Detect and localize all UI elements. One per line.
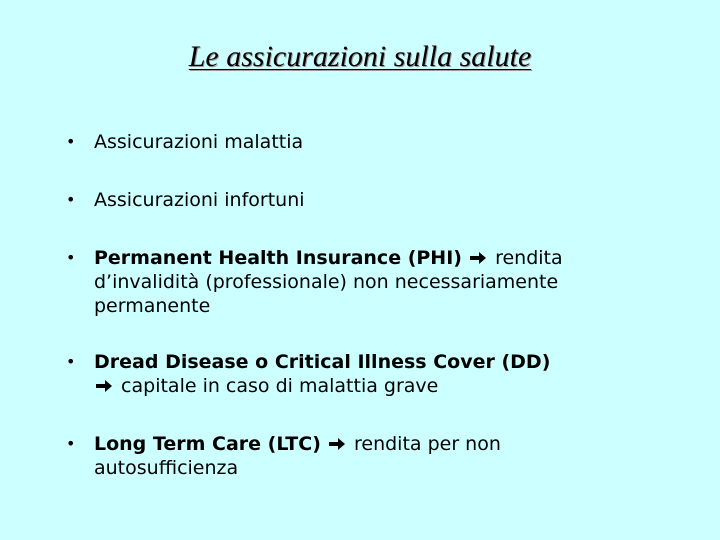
bullet-dot: •: [66, 352, 76, 371]
right-arrow-icon: [96, 379, 113, 393]
bullet-text: [94, 188, 684, 212]
bullet-line: [94, 294, 684, 318]
bullet-line: [94, 350, 684, 374]
bullet-dot: •: [66, 434, 76, 453]
bullet-plain-text: Assicurazioni infortuni: [94, 189, 305, 211]
slide-title: Le assicurazioni sulla salute: [188, 40, 532, 73]
bullet-plain-text: d’invalidità (professionale) non necessariamente: [94, 271, 559, 293]
bullet-dot: •: [66, 190, 76, 209]
bullet-plain-text: capitale in caso di malattia grave: [121, 375, 439, 397]
bullet-dot: •: [66, 248, 76, 267]
bullet-line: [94, 432, 684, 456]
bullet-text: [94, 246, 684, 318]
bullet-bold-text: Long Term Care (LTC): [94, 433, 321, 455]
bullet-line: [94, 246, 684, 270]
bullet-text: [94, 130, 684, 154]
bullet-line: [94, 130, 684, 154]
bullet-line: [94, 188, 684, 212]
bullet-line: [94, 456, 684, 480]
bullet-text: [94, 350, 684, 398]
right-arrow-icon: [329, 437, 346, 451]
bullet-line: [94, 270, 684, 294]
bullet-bold-text: Dread Disease o Critical Illness Cover (DD): [94, 351, 551, 373]
bullet-plain-text: Assicurazioni malattia: [94, 131, 304, 153]
bullet-bold-text: Permanent Health Insurance (PHI): [94, 247, 462, 269]
bullet-dot: •: [66, 132, 76, 151]
bullet-line: [94, 374, 684, 398]
bullet-plain-text: permanente: [94, 295, 211, 317]
bullet-plain-text: autosufficienza: [94, 457, 239, 479]
bullet-plain-text: rendita: [495, 247, 563, 269]
right-arrow-icon: [470, 251, 487, 265]
bullet-text: [94, 432, 684, 480]
bullet-plain-text: rendita per non: [353, 433, 501, 455]
